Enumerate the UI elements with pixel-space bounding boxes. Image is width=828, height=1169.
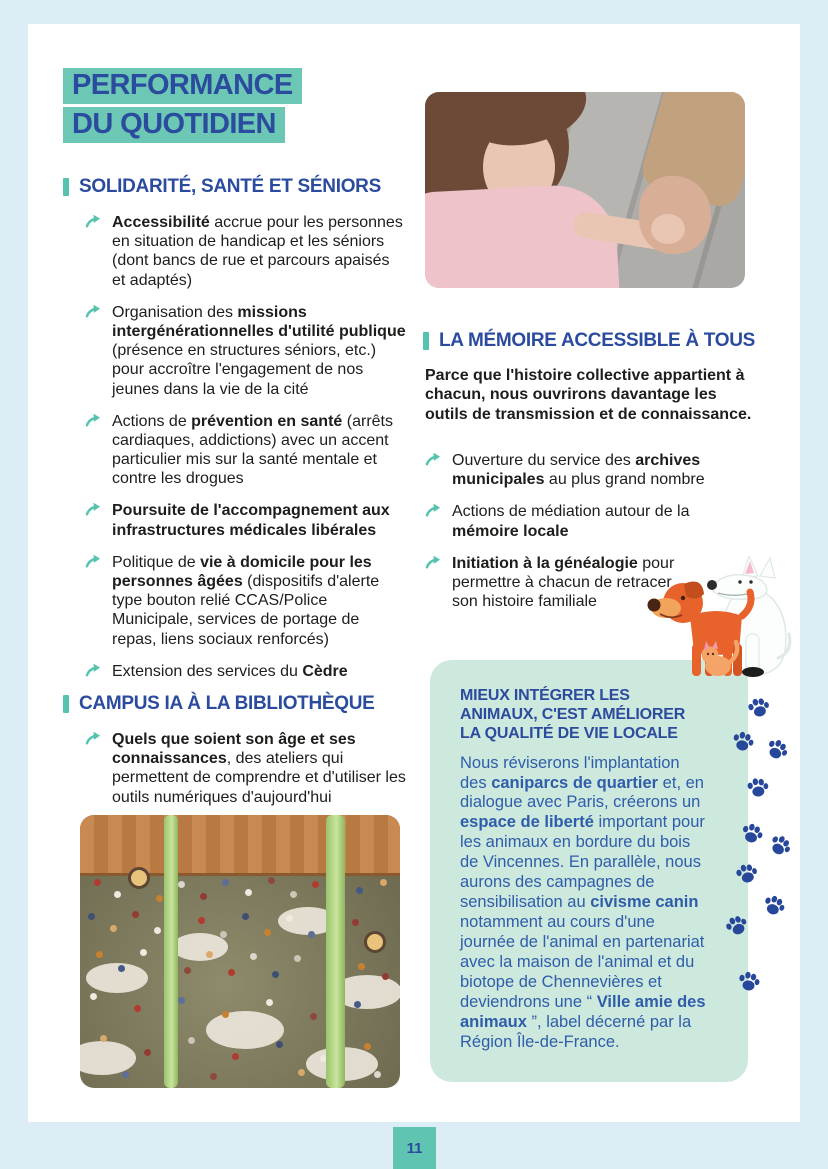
list-item-text: Actions de prévention en santé (arrêts cardiaques, addictions) avec un accent particulier mis sur la santé mentale et contre les drogues — [112, 412, 393, 488]
banquet-table — [172, 933, 228, 961]
list-item — [85, 730, 407, 807]
lamp — [128, 867, 150, 889]
animals-info-box — [430, 660, 748, 1082]
page-title — [63, 68, 302, 146]
animals-box-heading: MIEUX INTÉGRER LES ANIMAUX, C'EST AMÉLIORER LA QUALITÉ DE VIE LOCALE — [460, 687, 686, 743]
list-item — [85, 553, 407, 649]
curved-right-arrow-icon — [85, 502, 102, 518]
list-item — [85, 501, 407, 539]
section-heading-label: LA MÉMOIRE ACCESSIBLE À TOUS — [439, 330, 756, 351]
list-item-text: Actions de médiation autour de la mémoire locale — [452, 503, 690, 540]
campus-list — [85, 730, 407, 820]
banquet-table — [86, 963, 148, 993]
banquet-hall-photo — [80, 815, 400, 1088]
page-title-line-1: PERFORMANCE — [63, 68, 302, 104]
curved-right-arrow-icon — [425, 503, 442, 519]
section-heading-label: SOLIDARITÉ, SANTÉ ET SÉNIORS — [79, 176, 381, 197]
banquet-table — [206, 1011, 284, 1049]
page-number: 11 — [393, 1127, 436, 1169]
child-elderly-hands-photo — [425, 92, 745, 288]
list-item-text: Extension des services du Cèdre — [112, 662, 348, 680]
section-heading-campus — [63, 693, 375, 715]
paw-print-icon — [763, 829, 796, 862]
dogs-illustration — [646, 556, 798, 684]
green-pillar — [164, 815, 178, 1088]
list-item-text: Accessibilité accrue pour les personnes en situation de handicap et les séniors (dont bancs de rue et parcours apaisés et adaptés) — [112, 214, 403, 289]
teal-bar-icon — [63, 178, 69, 196]
teal-bar-icon — [423, 332, 429, 350]
curved-right-arrow-icon — [425, 452, 442, 468]
list-item — [85, 213, 407, 290]
curved-right-arrow-icon — [85, 663, 102, 679]
green-pillar — [326, 815, 345, 1088]
solidarite-list — [85, 213, 407, 694]
list-item — [85, 303, 407, 399]
paw-print-icon — [745, 775, 771, 801]
curved-right-arrow-icon — [85, 413, 102, 429]
paw-print-icon — [729, 728, 757, 756]
list-item — [85, 412, 407, 489]
paw-print-icon — [732, 859, 761, 888]
section-heading-solidarite — [63, 176, 381, 198]
curved-right-arrow-icon — [425, 555, 442, 571]
section-heading-memoire — [423, 330, 755, 352]
curved-right-arrow-icon — [85, 731, 102, 747]
list-item — [425, 502, 741, 540]
animals-box-body: Nous réviserons l'implantation des caniparcs de quartier et, en dialogue avec Paris, créerons un espace de liberté important pour les animaux en bordure du bois de Vincennes. En parallèle, nous aurons des campagnes de sensibilisation au civisme canin notamment au cours d'une journée de l'animal en partenariat avec la maison de l'animal et du biotope de Chennevières et deviendrons une “ Ville amie des animaux ”, label décerné par la Région Île-de-France. — [460, 753, 706, 1051]
list-item — [425, 451, 741, 489]
list-item-text: Ouverture du service des archives municipales au plus grand nombre — [452, 452, 705, 489]
paw-print-icon — [759, 891, 790, 922]
curved-right-arrow-icon — [85, 304, 102, 320]
lamp — [364, 931, 386, 953]
curved-right-arrow-icon — [85, 214, 102, 230]
page-title-line-2: DU QUOTIDIEN — [63, 107, 285, 143]
list-item-text: Poursuite de l'accompagnement aux infrastructures médicales libérales — [112, 502, 390, 539]
list-item-text: Initiation à la généalogie pour permettre à chacun de retracer son histoire familiale — [452, 554, 675, 611]
document-page — [28, 24, 800, 1122]
section-heading-label: CAMPUS IA À LA BIBLIOTHÈQUE — [79, 693, 375, 714]
wood-wall — [80, 815, 400, 876]
list-item-text: Politique de vie à domicile pour les personnes âgées (dispositifs d'alerte type bouton relié CCAS/Police Municipale, services de portage de repas, liens sociaux renforcés) — [112, 553, 380, 648]
list-item — [85, 662, 407, 681]
teal-bar-icon — [63, 695, 69, 713]
banquet-table — [80, 1041, 136, 1075]
list-item-text: Organisation des missions intergénérationnelles d'utilité publique (présence en structures séniors, etc.) pour accroître l'engagement de nos jeunes dans la vie de la cité — [112, 303, 406, 398]
paw-print-icon — [761, 734, 793, 766]
curved-right-arrow-icon — [85, 554, 102, 570]
paw-print-icon — [744, 693, 773, 722]
child-hand — [651, 214, 685, 244]
memoire-intro: Parce que l'histoire collective appartient à chacun, nous ouvrirons davantage les outils de transmission et de connaissance. — [425, 367, 752, 423]
paw-print-icon — [735, 968, 762, 995]
list-item-text: Quels que soient son âge et ses connaissances, des ateliers qui permettent de comprendre et d'utiliser les outils numériques d'aujourd'hui — [112, 731, 406, 806]
